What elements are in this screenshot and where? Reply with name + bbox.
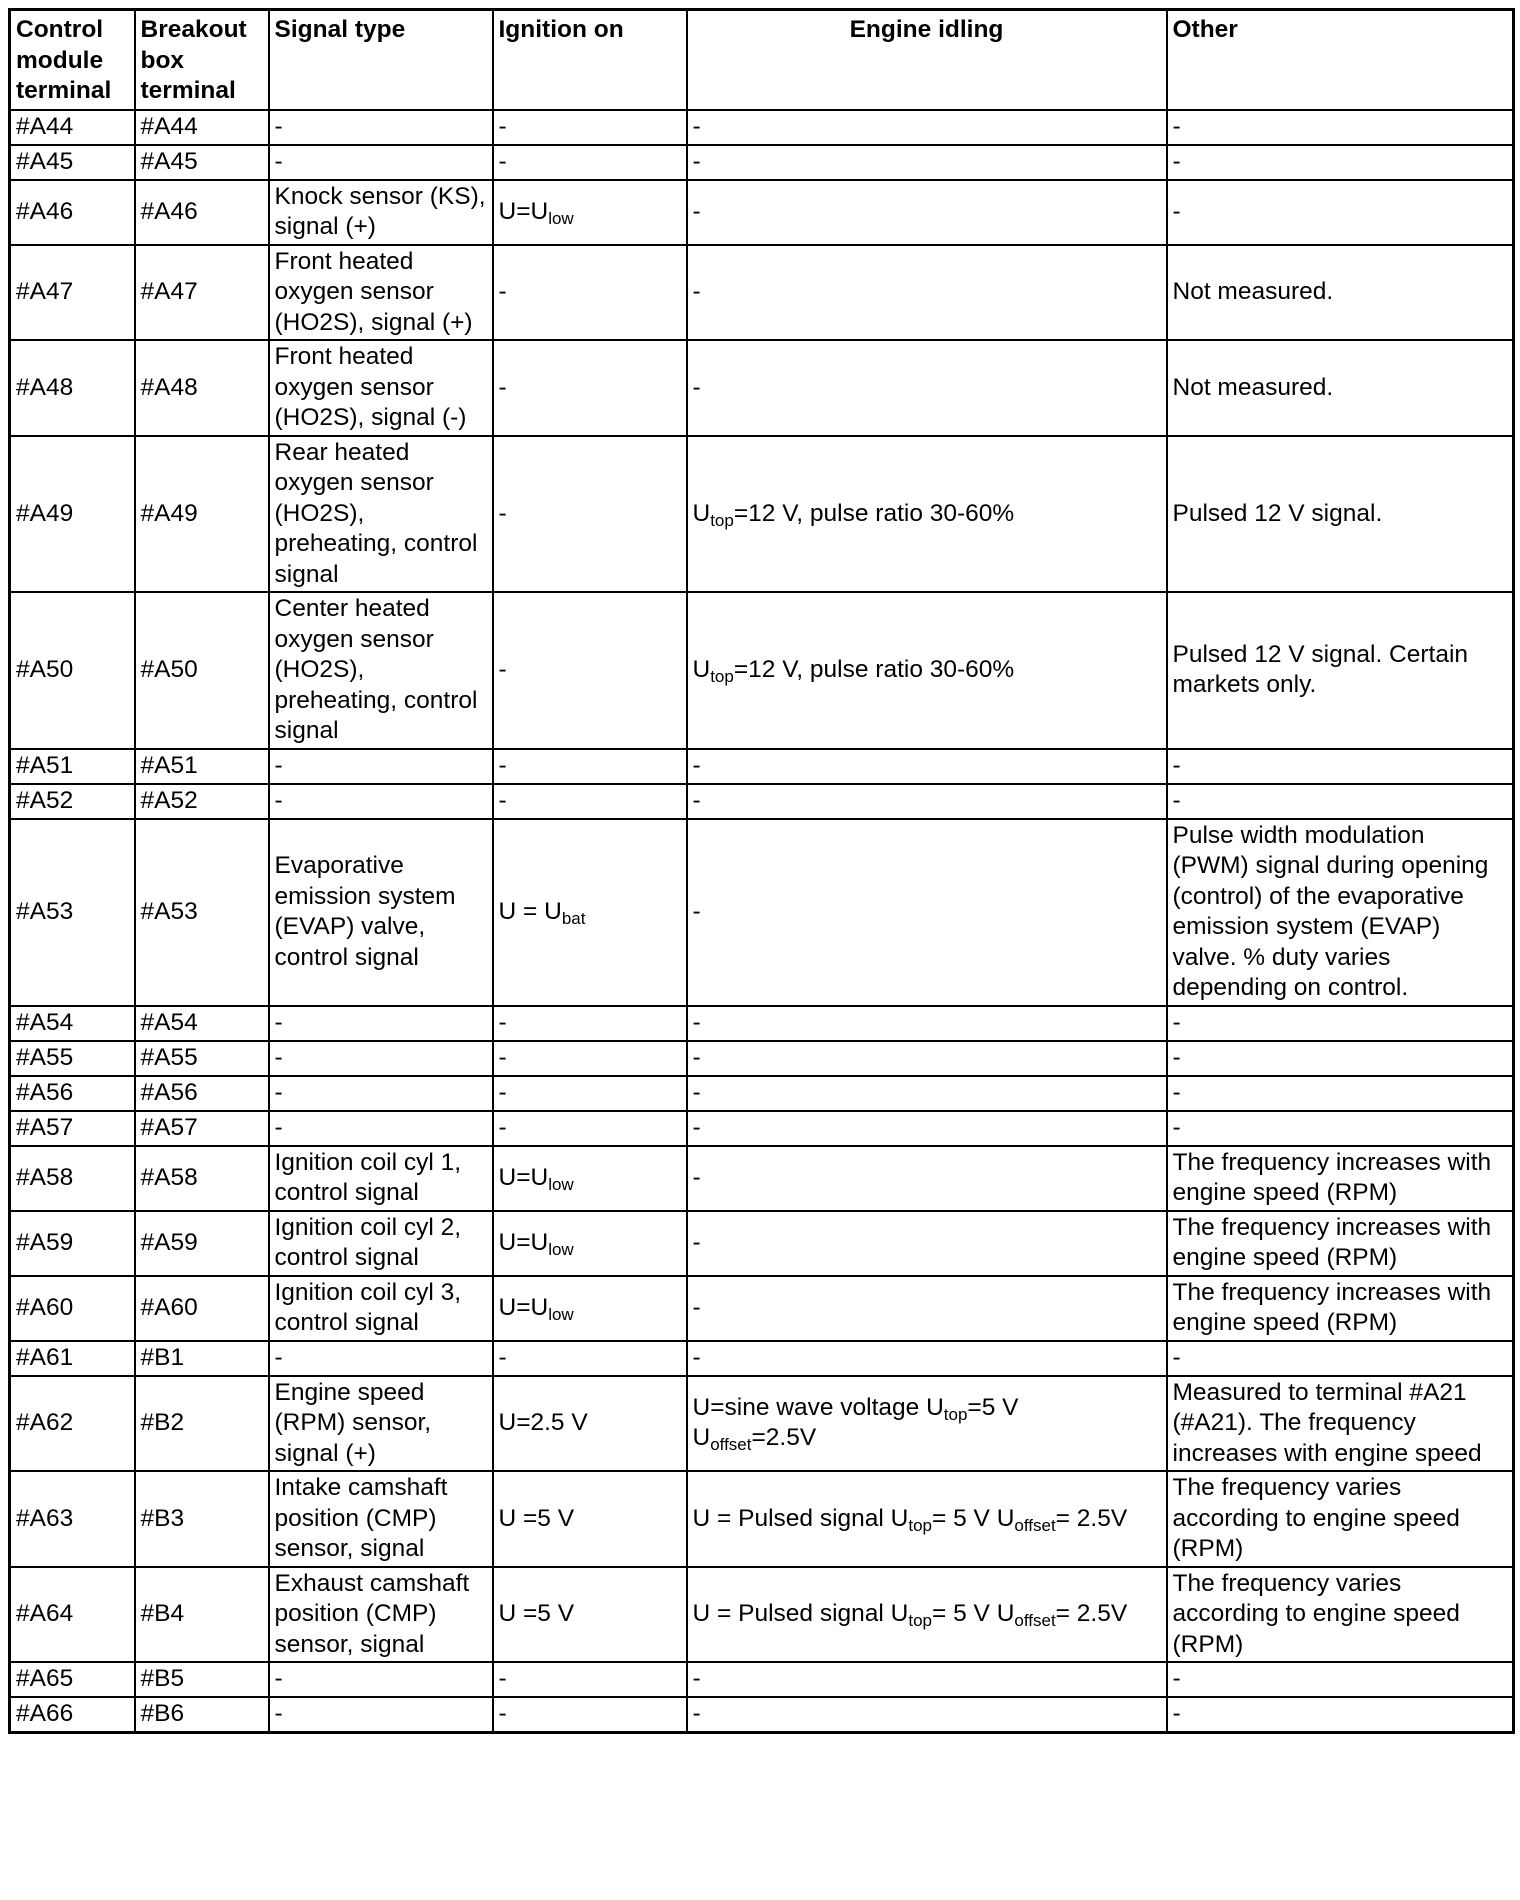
cell-text: U <box>692 656 711 683</box>
breakout-box-terminal-cell: #A57 <box>135 1111 269 1146</box>
control-module-terminal-cell: #A63 <box>10 1471 135 1567</box>
ignition-on-cell <box>493 1006 687 1041</box>
control-module-terminal-cell: #A66 <box>10 1697 135 1732</box>
other-cell: - <box>1167 1697 1514 1732</box>
breakout-box-terminal-cell: #A48 <box>135 340 269 436</box>
cell-text: U =5 V <box>498 1600 575 1627</box>
breakout-box-terminal-cell: #A53 <box>135 819 269 1006</box>
other-cell: The frequency increases with engine speed (RPM) <box>1167 1211 1514 1276</box>
other-cell: Pulsed 12 V signal. Certain markets only. <box>1167 592 1514 749</box>
cell-text: - <box>498 1343 507 1371</box>
header-ignition-on: Ignition on <box>493 10 687 110</box>
signal-type-cell: Ignition coil cyl 3, control signal <box>269 1276 493 1341</box>
breakout-box-terminal-cell: #A50 <box>135 592 269 749</box>
subscript-text: low <box>548 208 574 228</box>
other-cell: - <box>1167 180 1514 245</box>
control-module-terminal-cell: #A55 <box>10 1041 135 1076</box>
ignition-on-cell <box>493 1662 687 1697</box>
cell-text: - <box>692 197 701 225</box>
cell-text: - <box>498 278 507 305</box>
signal-type-cell: - <box>269 110 493 145</box>
cell-text: - <box>692 1665 701 1693</box>
cell-text: - <box>498 786 507 814</box>
header-other: Other <box>1167 10 1514 110</box>
other-cell: The frequency varies according to engine speed (RPM) <box>1167 1471 1514 1567</box>
ignition-on-cell <box>493 1341 687 1376</box>
ignition-on-cell <box>493 1376 687 1472</box>
cell-text: =5 V <box>967 1393 1019 1421</box>
table-row <box>10 749 1514 784</box>
cell-text: - <box>498 112 507 140</box>
control-module-terminal-cell: #A62 <box>10 1376 135 1472</box>
signal-type-cell: Evaporative emission system (EVAP) valve, control signal <box>269 819 493 1006</box>
signal-type-cell: - <box>269 749 493 784</box>
control-module-terminal-cell: #A52 <box>10 784 135 819</box>
ignition-on-cell <box>493 180 687 245</box>
engine-idling-cell <box>687 110 1167 145</box>
cell-text: U =5 V <box>498 1504 575 1532</box>
engine-idling-cell <box>687 1146 1167 1211</box>
other-cell: Pulse width modulation (PWM) signal during opening (control) of the evaporative emission system (EVAP) valve. % duty varies depending on control. <box>1167 819 1514 1006</box>
subscript-text: offset <box>1014 1515 1056 1535</box>
subscript-text: top <box>710 667 734 686</box>
cell-text: = 5 V U <box>932 1504 1015 1532</box>
cell-text: = 5 V U <box>932 1600 1015 1627</box>
cell-text: - <box>692 1008 701 1036</box>
cell-text: - <box>692 751 701 779</box>
cell-text: - <box>498 147 507 175</box>
breakout-box-terminal-cell: #A59 <box>135 1211 269 1276</box>
cell-text: - <box>498 1700 507 1727</box>
cell-text: =12 V, pulse ratio 30-60% <box>733 499 1015 527</box>
cell-text: - <box>692 112 701 140</box>
control-module-terminal-cell: #A53 <box>10 819 135 1006</box>
table-row <box>10 110 1514 145</box>
other-cell: - <box>1167 749 1514 784</box>
cell-text: - <box>692 1700 701 1727</box>
breakout-box-terminal-cell: #A54 <box>135 1006 269 1041</box>
control-module-terminal-cell: #A57 <box>10 1111 135 1146</box>
other-cell: - <box>1167 110 1514 145</box>
engine-idling-cell <box>687 1006 1167 1041</box>
ignition-on-cell <box>493 1076 687 1111</box>
breakout-box-terminal-cell: #B1 <box>135 1341 269 1376</box>
cell-text: U=U <box>498 1228 549 1256</box>
ignition-on-cell <box>493 245 687 341</box>
breakout-box-terminal-cell: #A47 <box>135 245 269 341</box>
signal-type-cell: - <box>269 1076 493 1111</box>
engine-idling-cell <box>687 749 1167 784</box>
header-signal-type: Signal type <box>269 10 493 110</box>
table-row <box>10 1662 1514 1697</box>
control-module-terminal-cell: #A65 <box>10 1662 135 1697</box>
other-cell: Not measured. <box>1167 340 1514 436</box>
breakout-box-terminal-cell: #A44 <box>135 110 269 145</box>
breakout-box-terminal-cell: #A45 <box>135 145 269 180</box>
table-row <box>10 1111 1514 1146</box>
cell-text: = 2.5V <box>1055 1600 1128 1627</box>
breakout-box-terminal-cell: #B5 <box>135 1662 269 1697</box>
table-row <box>10 436 1514 593</box>
table-row <box>10 1146 1514 1211</box>
engine-idling-cell <box>687 592 1167 749</box>
signal-type-cell: Front heated oxygen sensor (HO2S), signal (+) <box>269 245 493 341</box>
cell-text: - <box>692 1343 701 1371</box>
engine-idling-cell <box>687 784 1167 819</box>
signal-type-cell: Knock sensor (KS), signal (+) <box>269 180 493 245</box>
cell-text: - <box>692 1078 701 1106</box>
cell-text: - <box>498 373 507 401</box>
other-cell: - <box>1167 145 1514 180</box>
subscript-text: bat <box>561 908 586 928</box>
control-module-terminal-cell: #A47 <box>10 245 135 341</box>
cell-text: =2.5V <box>751 1424 817 1452</box>
other-cell: - <box>1167 1041 1514 1076</box>
table-row <box>10 145 1514 180</box>
other-cell: Pulsed 12 V signal. <box>1167 436 1514 593</box>
engine-idling-cell <box>687 819 1167 1006</box>
breakout-box-terminal-cell: #B2 <box>135 1376 269 1472</box>
engine-idling-cell <box>687 1211 1167 1276</box>
other-cell: The frequency increases with engine speed (RPM) <box>1167 1146 1514 1211</box>
control-module-terminal-cell: #A60 <box>10 1276 135 1341</box>
table-body <box>10 110 1514 1733</box>
engine-idling-cell <box>687 1697 1167 1732</box>
signal-type-cell: Rear heated oxygen sensor (HO2S), preheating, control signal <box>269 436 493 593</box>
engine-idling-cell <box>687 145 1167 180</box>
table-row <box>10 819 1514 1006</box>
cell-text: U=U <box>498 1293 549 1321</box>
engine-idling-cell <box>687 245 1167 341</box>
breakout-box-terminal-cell: #A52 <box>135 784 269 819</box>
table-row <box>10 180 1514 245</box>
breakout-box-terminal-cell: #A51 <box>135 749 269 784</box>
subscript-text: top <box>908 1515 932 1535</box>
header-breakout-box-terminal: Breakout box terminal <box>135 10 269 110</box>
breakout-box-terminal-cell: #A55 <box>135 1041 269 1076</box>
cell-text: - <box>692 373 701 401</box>
other-cell: - <box>1167 1341 1514 1376</box>
ignition-on-cell <box>493 436 687 593</box>
signal-type-cell: - <box>269 1006 493 1041</box>
cell-text: U=2.5 V <box>498 1409 588 1436</box>
terminal-signal-table <box>8 8 1515 1734</box>
engine-idling-cell <box>687 1276 1167 1341</box>
engine-idling-cell <box>687 180 1167 245</box>
subscript-text: top <box>943 1404 968 1424</box>
control-module-terminal-cell: #A56 <box>10 1076 135 1111</box>
other-cell: - <box>1167 1662 1514 1697</box>
signal-type-cell: - <box>269 1662 493 1697</box>
header-engine-idling: Engine idling <box>687 10 1167 110</box>
cell-text: U=U <box>498 1163 549 1191</box>
other-cell: The frequency increases with engine speed (RPM) <box>1167 1276 1514 1341</box>
signal-type-cell: - <box>269 1111 493 1146</box>
cell-text: - <box>498 1008 507 1036</box>
engine-idling-cell <box>687 1471 1167 1567</box>
breakout-box-terminal-cell: #B3 <box>135 1471 269 1567</box>
cell-text: - <box>498 1665 507 1693</box>
ignition-on-cell <box>493 1276 687 1341</box>
cell-text: - <box>692 1228 701 1256</box>
subscript-text: low <box>548 1174 574 1194</box>
engine-idling-cell <box>687 1041 1167 1076</box>
other-cell: - <box>1167 784 1514 819</box>
header-control-module-terminal: Control module terminal <box>10 10 135 110</box>
control-module-terminal-cell: #A61 <box>10 1341 135 1376</box>
subscript-text: low <box>548 1239 574 1259</box>
cell-text: U <box>692 499 711 527</box>
table-row <box>10 1471 1514 1567</box>
signal-type-cell: Engine speed (RPM) sensor, signal (+) <box>269 1376 493 1472</box>
ignition-on-cell <box>493 1567 687 1663</box>
header-row <box>10 10 1514 110</box>
cell-text: - <box>692 786 701 814</box>
control-module-terminal-cell: #A58 <box>10 1146 135 1211</box>
signal-type-cell: - <box>269 145 493 180</box>
breakout-box-terminal-cell: #A46 <box>135 180 269 245</box>
cell-text: - <box>692 897 701 925</box>
control-module-terminal-cell: #A54 <box>10 1006 135 1041</box>
signal-type-cell: Ignition coil cyl 1, control signal <box>269 1146 493 1211</box>
subscript-text: top <box>908 1611 932 1630</box>
other-cell: Measured to terminal #A21 (#A21). The frequency increases with engine speed <box>1167 1376 1514 1472</box>
ignition-on-cell <box>493 749 687 784</box>
subscript-text: offset <box>1014 1611 1056 1630</box>
other-cell: The frequency varies according to engine speed (RPM) <box>1167 1567 1514 1663</box>
table-row <box>10 1341 1514 1376</box>
cell-text: U = Pulsed signal U <box>692 1600 909 1627</box>
control-module-terminal-cell: #A44 <box>10 110 135 145</box>
signal-type-cell: - <box>269 1041 493 1076</box>
cell-text: - <box>498 1078 507 1106</box>
engine-idling-cell <box>687 340 1167 436</box>
other-cell: - <box>1167 1076 1514 1111</box>
breakout-box-terminal-cell: #A49 <box>135 436 269 593</box>
control-module-terminal-cell: #A50 <box>10 592 135 749</box>
signal-type-cell: - <box>269 1341 493 1376</box>
breakout-box-terminal-cell: #A56 <box>135 1076 269 1111</box>
ignition-on-cell <box>493 1211 687 1276</box>
other-cell: Not measured. <box>1167 245 1514 341</box>
cell-text: = 2.5V <box>1055 1504 1128 1532</box>
cell-text: =12 V, pulse ratio 30-60% <box>733 656 1015 683</box>
breakout-box-terminal-cell: #B6 <box>135 1697 269 1732</box>
ignition-on-cell <box>493 784 687 819</box>
engine-idling-cell <box>687 436 1167 593</box>
table-row <box>10 1006 1514 1041</box>
ignition-on-cell <box>493 819 687 1006</box>
cell-text: - <box>692 1163 701 1191</box>
breakout-box-terminal-cell: #A60 <box>135 1276 269 1341</box>
engine-idling-cell <box>687 1376 1167 1472</box>
other-cell: - <box>1167 1111 1514 1146</box>
ignition-on-cell <box>493 110 687 145</box>
control-module-terminal-cell: #A59 <box>10 1211 135 1276</box>
signal-type-cell: - <box>269 1697 493 1732</box>
signal-type-cell: Front heated oxygen sensor (HO2S), signal (-) <box>269 340 493 436</box>
table-row <box>10 784 1514 819</box>
signal-type-cell: Exhaust camshaft position (CMP) sensor, signal <box>269 1567 493 1663</box>
control-module-terminal-cell: #A64 <box>10 1567 135 1663</box>
cell-text: U=U <box>498 197 549 225</box>
control-module-terminal-cell: #A46 <box>10 180 135 245</box>
cell-text: - <box>692 1043 701 1071</box>
engine-idling-cell <box>687 1341 1167 1376</box>
cell-text: - <box>692 1293 701 1321</box>
subscript-text: offset <box>710 1435 752 1455</box>
breakout-box-terminal-cell: #A58 <box>135 1146 269 1211</box>
cell-text: - <box>498 499 507 527</box>
table-row <box>10 1076 1514 1111</box>
ignition-on-cell <box>493 340 687 436</box>
engine-idling-cell <box>687 1567 1167 1663</box>
cell-text: - <box>692 1113 701 1141</box>
table-row <box>10 1041 1514 1076</box>
signal-type-cell: - <box>269 784 493 819</box>
subscript-text: top <box>710 510 734 530</box>
ignition-on-cell <box>493 1041 687 1076</box>
cell-text: - <box>692 278 701 305</box>
cell-text: - <box>498 751 507 779</box>
engine-idling-cell <box>687 1076 1167 1111</box>
engine-idling-cell <box>687 1111 1167 1146</box>
cell-text: - <box>498 1043 507 1071</box>
signal-type-cell: Center heated oxygen sensor (HO2S), preheating, control signal <box>269 592 493 749</box>
engine-idling-cell <box>687 1662 1167 1697</box>
ignition-on-cell <box>493 1111 687 1146</box>
cell-text: U = Pulsed signal U <box>692 1504 909 1532</box>
cell-text: U=sine wave voltage U <box>692 1393 944 1421</box>
control-module-terminal-cell: #A48 <box>10 340 135 436</box>
table-row <box>10 340 1514 436</box>
subscript-text: low <box>548 1304 574 1324</box>
table-row <box>10 245 1514 341</box>
cell-text: U <box>692 1424 711 1452</box>
control-module-terminal-cell: #A49 <box>10 436 135 593</box>
control-module-terminal-cell: #A45 <box>10 145 135 180</box>
other-cell: - <box>1167 1006 1514 1041</box>
ignition-on-cell <box>493 1697 687 1732</box>
cell-text: - <box>498 656 507 683</box>
table-row <box>10 1276 1514 1341</box>
cell-text: U = U <box>498 897 562 925</box>
ignition-on-cell <box>493 145 687 180</box>
signal-type-cell: Intake camshaft position (CMP) sensor, signal <box>269 1471 493 1567</box>
signal-type-cell: Ignition coil cyl 2, control signal <box>269 1211 493 1276</box>
cell-text: - <box>498 1113 507 1141</box>
ignition-on-cell <box>493 592 687 749</box>
table-row <box>10 1376 1514 1472</box>
table-row <box>10 592 1514 749</box>
ignition-on-cell <box>493 1146 687 1211</box>
cell-text: - <box>692 147 701 175</box>
table-row <box>10 1211 1514 1276</box>
ignition-on-cell <box>493 1471 687 1567</box>
table-row <box>10 1567 1514 1663</box>
breakout-box-terminal-cell: #B4 <box>135 1567 269 1663</box>
table-row <box>10 1697 1514 1732</box>
control-module-terminal-cell: #A51 <box>10 749 135 784</box>
